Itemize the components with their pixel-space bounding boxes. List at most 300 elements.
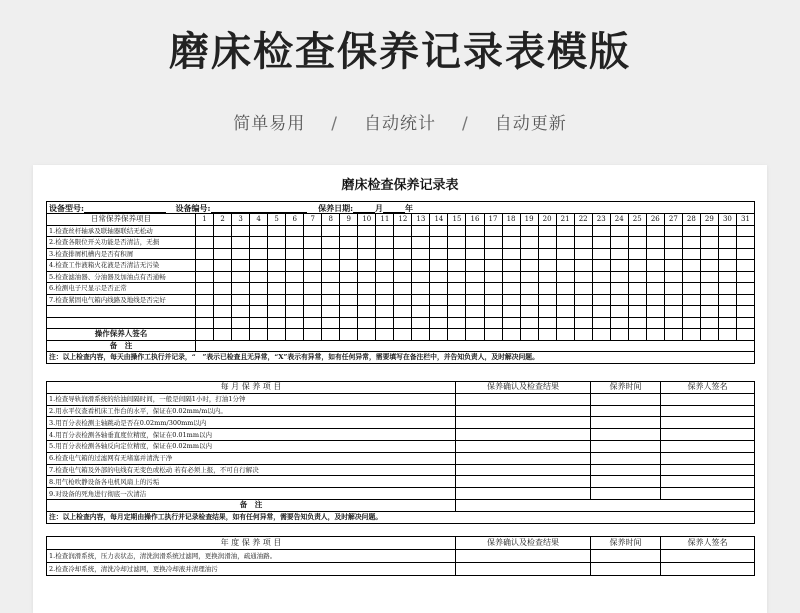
daily-check-cell[interactable] xyxy=(682,248,700,260)
monthly-time-cell[interactable] xyxy=(591,440,661,452)
daily-check-cell[interactable] xyxy=(412,306,430,318)
signature-cell[interactable] xyxy=(196,329,214,341)
daily-check-cell[interactable] xyxy=(376,225,394,237)
daily-check-cell[interactable] xyxy=(196,294,214,306)
monthly-result-cell[interactable] xyxy=(456,405,591,417)
daily-check-cell[interactable] xyxy=(448,271,466,283)
daily-check-cell[interactable] xyxy=(592,317,610,329)
daily-check-cell[interactable] xyxy=(322,283,340,295)
daily-check-cell[interactable] xyxy=(646,271,664,283)
signature-cell[interactable] xyxy=(646,329,664,341)
daily-check-cell[interactable] xyxy=(376,294,394,306)
signature-cell[interactable] xyxy=(682,329,700,341)
signature-cell[interactable] xyxy=(448,329,466,341)
daily-check-cell[interactable] xyxy=(574,271,592,283)
daily-check-cell[interactable] xyxy=(214,237,232,249)
daily-check-cell[interactable] xyxy=(214,260,232,272)
monthly-signer-cell[interactable] xyxy=(661,429,755,441)
daily-check-cell[interactable] xyxy=(196,306,214,318)
daily-check-cell[interactable] xyxy=(610,294,628,306)
year-field[interactable] xyxy=(383,204,405,213)
daily-check-cell[interactable] xyxy=(556,248,574,260)
daily-check-cell[interactable] xyxy=(268,271,286,283)
signature-cell[interactable] xyxy=(502,329,520,341)
daily-check-cell[interactable] xyxy=(736,260,754,272)
daily-check-cell[interactable] xyxy=(538,260,556,272)
daily-check-cell[interactable] xyxy=(718,306,736,318)
daily-check-cell[interactable] xyxy=(520,260,538,272)
daily-check-cell[interactable] xyxy=(610,306,628,318)
daily-check-cell[interactable] xyxy=(718,237,736,249)
daily-check-cell[interactable] xyxy=(610,237,628,249)
daily-check-cell[interactable] xyxy=(628,260,646,272)
daily-check-cell[interactable] xyxy=(646,237,664,249)
daily-check-cell[interactable] xyxy=(592,283,610,295)
daily-check-cell[interactable] xyxy=(574,294,592,306)
daily-check-cell[interactable] xyxy=(412,283,430,295)
daily-check-cell[interactable] xyxy=(520,306,538,318)
signature-cell[interactable] xyxy=(610,329,628,341)
signature-cell[interactable] xyxy=(232,329,250,341)
daily-check-cell[interactable] xyxy=(610,283,628,295)
daily-check-cell[interactable] xyxy=(664,225,682,237)
daily-check-cell[interactable] xyxy=(358,260,376,272)
daily-check-cell[interactable] xyxy=(502,283,520,295)
daily-check-cell[interactable] xyxy=(268,237,286,249)
daily-check-cell[interactable] xyxy=(646,283,664,295)
daily-check-cell[interactable] xyxy=(484,317,502,329)
daily-check-cell[interactable] xyxy=(664,317,682,329)
daily-check-cell[interactable] xyxy=(304,260,322,272)
daily-check-cell[interactable] xyxy=(574,237,592,249)
daily-check-cell[interactable] xyxy=(484,248,502,260)
yearly-time-cell[interactable] xyxy=(591,563,661,576)
daily-check-cell[interactable] xyxy=(214,306,232,318)
daily-check-cell[interactable] xyxy=(610,260,628,272)
daily-check-cell[interactable] xyxy=(700,237,718,249)
daily-check-cell[interactable] xyxy=(556,225,574,237)
daily-check-cell[interactable] xyxy=(484,283,502,295)
daily-check-cell[interactable] xyxy=(556,283,574,295)
monthly-signer-cell[interactable] xyxy=(661,417,755,429)
daily-check-cell[interactable] xyxy=(214,248,232,260)
daily-check-cell[interactable] xyxy=(538,317,556,329)
daily-check-cell[interactable] xyxy=(286,248,304,260)
daily-check-cell[interactable] xyxy=(718,294,736,306)
daily-check-cell[interactable] xyxy=(304,225,322,237)
daily-check-cell[interactable] xyxy=(664,248,682,260)
daily-check-cell[interactable] xyxy=(214,225,232,237)
daily-check-cell[interactable] xyxy=(628,306,646,318)
daily-check-cell[interactable] xyxy=(322,294,340,306)
daily-check-cell[interactable] xyxy=(574,317,592,329)
daily-check-cell[interactable] xyxy=(322,306,340,318)
daily-check-cell[interactable] xyxy=(250,237,268,249)
daily-check-cell[interactable] xyxy=(538,306,556,318)
signature-cell[interactable] xyxy=(286,329,304,341)
device-model-field[interactable] xyxy=(84,204,166,213)
daily-check-cell[interactable] xyxy=(736,317,754,329)
daily-check-cell[interactable] xyxy=(412,317,430,329)
daily-check-cell[interactable] xyxy=(268,260,286,272)
daily-check-cell[interactable] xyxy=(682,225,700,237)
daily-check-cell[interactable] xyxy=(250,271,268,283)
daily-check-cell[interactable] xyxy=(628,248,646,260)
daily-check-cell[interactable] xyxy=(736,306,754,318)
daily-check-cell[interactable] xyxy=(376,317,394,329)
daily-check-cell[interactable] xyxy=(430,271,448,283)
daily-check-cell[interactable] xyxy=(304,294,322,306)
daily-check-cell[interactable] xyxy=(394,283,412,295)
daily-check-cell[interactable] xyxy=(736,225,754,237)
signature-cell[interactable] xyxy=(304,329,322,341)
daily-check-cell[interactable] xyxy=(574,283,592,295)
daily-check-cell[interactable] xyxy=(538,237,556,249)
daily-check-cell[interactable] xyxy=(556,260,574,272)
daily-check-cell[interactable] xyxy=(214,294,232,306)
daily-check-cell[interactable] xyxy=(214,283,232,295)
daily-check-cell[interactable] xyxy=(664,294,682,306)
signature-cell[interactable] xyxy=(214,329,232,341)
daily-check-cell[interactable] xyxy=(376,283,394,295)
daily-check-cell[interactable] xyxy=(214,317,232,329)
monthly-time-cell[interactable] xyxy=(591,452,661,464)
daily-check-cell[interactable] xyxy=(718,283,736,295)
daily-check-cell[interactable] xyxy=(682,306,700,318)
daily-check-cell[interactable] xyxy=(430,260,448,272)
daily-check-cell[interactable] xyxy=(664,271,682,283)
daily-check-cell[interactable] xyxy=(358,294,376,306)
daily-check-cell[interactable] xyxy=(376,271,394,283)
daily-check-cell[interactable] xyxy=(448,294,466,306)
daily-check-cell[interactable] xyxy=(502,306,520,318)
daily-check-cell[interactable] xyxy=(448,283,466,295)
daily-check-cell[interactable] xyxy=(628,317,646,329)
daily-check-cell[interactable] xyxy=(718,317,736,329)
daily-check-cell[interactable] xyxy=(340,283,358,295)
daily-check-cell[interactable] xyxy=(196,260,214,272)
daily-check-cell[interactable] xyxy=(322,260,340,272)
daily-check-cell[interactable] xyxy=(592,237,610,249)
daily-check-cell[interactable] xyxy=(340,271,358,283)
daily-check-cell[interactable] xyxy=(196,248,214,260)
daily-check-cell[interactable] xyxy=(394,271,412,283)
daily-check-cell[interactable] xyxy=(340,306,358,318)
daily-check-cell[interactable] xyxy=(340,225,358,237)
daily-check-cell[interactable] xyxy=(484,271,502,283)
daily-check-cell[interactable] xyxy=(286,294,304,306)
daily-check-cell[interactable] xyxy=(574,225,592,237)
daily-check-cell[interactable] xyxy=(448,260,466,272)
monthly-time-cell[interactable] xyxy=(591,405,661,417)
daily-check-cell[interactable] xyxy=(520,225,538,237)
daily-check-cell[interactable] xyxy=(700,248,718,260)
monthly-time-cell[interactable] xyxy=(591,488,661,500)
daily-check-cell[interactable] xyxy=(700,294,718,306)
daily-check-cell[interactable] xyxy=(484,294,502,306)
daily-check-cell[interactable] xyxy=(376,248,394,260)
daily-check-cell[interactable] xyxy=(232,317,250,329)
daily-check-cell[interactable] xyxy=(610,248,628,260)
daily-check-cell[interactable] xyxy=(574,248,592,260)
daily-check-cell[interactable] xyxy=(682,271,700,283)
daily-check-cell[interactable] xyxy=(682,294,700,306)
daily-check-cell[interactable] xyxy=(502,260,520,272)
signature-cell[interactable] xyxy=(394,329,412,341)
daily-check-cell[interactable] xyxy=(232,283,250,295)
daily-check-cell[interactable] xyxy=(682,260,700,272)
daily-check-cell[interactable] xyxy=(736,294,754,306)
signature-cell[interactable] xyxy=(556,329,574,341)
monthly-time-cell[interactable] xyxy=(591,417,661,429)
daily-check-cell[interactable] xyxy=(430,237,448,249)
daily-check-cell[interactable] xyxy=(286,225,304,237)
signature-cell[interactable] xyxy=(430,329,448,341)
daily-check-cell[interactable] xyxy=(340,317,358,329)
daily-check-cell[interactable] xyxy=(700,306,718,318)
monthly-signer-cell[interactable] xyxy=(661,488,755,500)
remark-cell[interactable] xyxy=(196,340,755,352)
daily-check-cell[interactable] xyxy=(322,248,340,260)
daily-check-cell[interactable] xyxy=(340,248,358,260)
daily-check-cell[interactable] xyxy=(646,317,664,329)
daily-check-cell[interactable] xyxy=(538,225,556,237)
signature-cell[interactable] xyxy=(358,329,376,341)
daily-check-cell[interactable] xyxy=(232,237,250,249)
daily-check-cell[interactable] xyxy=(718,271,736,283)
daily-check-cell[interactable] xyxy=(610,317,628,329)
daily-check-cell[interactable] xyxy=(286,306,304,318)
daily-check-cell[interactable] xyxy=(430,294,448,306)
daily-check-cell[interactable] xyxy=(268,225,286,237)
daily-check-cell[interactable] xyxy=(340,294,358,306)
daily-check-cell[interactable] xyxy=(412,271,430,283)
signature-cell[interactable] xyxy=(664,329,682,341)
daily-check-cell[interactable] xyxy=(736,283,754,295)
monthly-signer-cell[interactable] xyxy=(661,452,755,464)
daily-check-cell[interactable] xyxy=(286,271,304,283)
daily-check-cell[interactable] xyxy=(268,283,286,295)
daily-check-cell[interactable] xyxy=(520,317,538,329)
daily-check-cell[interactable] xyxy=(520,283,538,295)
daily-check-cell[interactable] xyxy=(574,306,592,318)
daily-check-cell[interactable] xyxy=(232,294,250,306)
daily-check-cell[interactable] xyxy=(682,283,700,295)
daily-check-cell[interactable] xyxy=(700,260,718,272)
daily-check-cell[interactable] xyxy=(502,317,520,329)
daily-check-cell[interactable] xyxy=(556,317,574,329)
daily-check-cell[interactable] xyxy=(304,237,322,249)
yearly-time-cell[interactable] xyxy=(591,550,661,563)
daily-check-cell[interactable] xyxy=(322,317,340,329)
daily-check-cell[interactable] xyxy=(358,306,376,318)
daily-check-cell[interactable] xyxy=(304,271,322,283)
daily-check-cell[interactable] xyxy=(448,306,466,318)
daily-check-cell[interactable] xyxy=(538,283,556,295)
signature-cell[interactable] xyxy=(718,329,736,341)
daily-check-cell[interactable] xyxy=(502,248,520,260)
daily-check-cell[interactable] xyxy=(520,271,538,283)
daily-check-cell[interactable] xyxy=(196,225,214,237)
daily-check-cell[interactable] xyxy=(718,260,736,272)
daily-check-cell[interactable] xyxy=(628,271,646,283)
daily-check-cell[interactable] xyxy=(484,225,502,237)
daily-check-cell[interactable] xyxy=(628,237,646,249)
daily-check-cell[interactable] xyxy=(700,225,718,237)
daily-check-cell[interactable] xyxy=(358,225,376,237)
daily-check-cell[interactable] xyxy=(376,260,394,272)
daily-check-cell[interactable] xyxy=(448,317,466,329)
daily-check-cell[interactable] xyxy=(304,283,322,295)
daily-check-cell[interactable] xyxy=(664,237,682,249)
daily-check-cell[interactable] xyxy=(394,225,412,237)
daily-check-cell[interactable] xyxy=(538,294,556,306)
daily-check-cell[interactable] xyxy=(682,317,700,329)
daily-check-cell[interactable] xyxy=(340,237,358,249)
daily-check-cell[interactable] xyxy=(448,237,466,249)
daily-check-cell[interactable] xyxy=(250,283,268,295)
daily-check-cell[interactable] xyxy=(214,271,232,283)
daily-check-cell[interactable] xyxy=(322,271,340,283)
daily-check-cell[interactable] xyxy=(250,225,268,237)
daily-check-cell[interactable] xyxy=(628,225,646,237)
daily-check-cell[interactable] xyxy=(502,271,520,283)
month-field[interactable] xyxy=(353,204,375,213)
daily-check-cell[interactable] xyxy=(412,248,430,260)
daily-check-cell[interactable] xyxy=(268,317,286,329)
daily-check-cell[interactable] xyxy=(592,248,610,260)
daily-check-cell[interactable] xyxy=(502,237,520,249)
daily-check-cell[interactable] xyxy=(394,260,412,272)
signature-cell[interactable] xyxy=(484,329,502,341)
daily-check-cell[interactable] xyxy=(430,248,448,260)
daily-check-cell[interactable] xyxy=(592,294,610,306)
daily-check-cell[interactable] xyxy=(682,237,700,249)
daily-check-cell[interactable] xyxy=(610,225,628,237)
daily-check-cell[interactable] xyxy=(646,225,664,237)
device-no-field[interactable] xyxy=(211,204,307,213)
daily-check-cell[interactable] xyxy=(250,248,268,260)
daily-check-cell[interactable] xyxy=(466,260,484,272)
daily-check-cell[interactable] xyxy=(322,225,340,237)
daily-check-cell[interactable] xyxy=(412,237,430,249)
signature-cell[interactable] xyxy=(574,329,592,341)
daily-check-cell[interactable] xyxy=(232,248,250,260)
daily-check-cell[interactable] xyxy=(646,306,664,318)
monthly-signer-cell[interactable] xyxy=(661,440,755,452)
daily-check-cell[interactable] xyxy=(232,306,250,318)
signature-cell[interactable] xyxy=(376,329,394,341)
daily-check-cell[interactable] xyxy=(448,225,466,237)
daily-check-cell[interactable] xyxy=(718,225,736,237)
monthly-result-cell[interactable] xyxy=(456,476,591,488)
daily-check-cell[interactable] xyxy=(520,248,538,260)
yearly-signer-cell[interactable] xyxy=(661,550,755,563)
daily-check-cell[interactable] xyxy=(592,260,610,272)
signature-cell[interactable] xyxy=(700,329,718,341)
daily-check-cell[interactable] xyxy=(268,248,286,260)
daily-check-cell[interactable] xyxy=(250,306,268,318)
daily-check-cell[interactable] xyxy=(232,260,250,272)
daily-check-cell[interactable] xyxy=(466,306,484,318)
daily-check-cell[interactable] xyxy=(340,260,358,272)
daily-check-cell[interactable] xyxy=(664,260,682,272)
monthly-signer-cell[interactable] xyxy=(661,393,755,405)
daily-check-cell[interactable] xyxy=(286,237,304,249)
daily-check-cell[interactable] xyxy=(466,248,484,260)
daily-check-cell[interactable] xyxy=(394,306,412,318)
monthly-remark-cell[interactable] xyxy=(456,499,755,511)
daily-check-cell[interactable] xyxy=(430,225,448,237)
daily-check-cell[interactable] xyxy=(286,283,304,295)
monthly-signer-cell[interactable] xyxy=(661,464,755,476)
daily-check-cell[interactable] xyxy=(538,271,556,283)
signature-cell[interactable] xyxy=(466,329,484,341)
daily-check-cell[interactable] xyxy=(628,283,646,295)
daily-check-cell[interactable] xyxy=(196,237,214,249)
daily-check-cell[interactable] xyxy=(268,294,286,306)
signature-cell[interactable] xyxy=(628,329,646,341)
signature-cell[interactable] xyxy=(592,329,610,341)
daily-check-cell[interactable] xyxy=(592,306,610,318)
daily-check-cell[interactable] xyxy=(484,306,502,318)
daily-check-cell[interactable] xyxy=(232,225,250,237)
daily-check-cell[interactable] xyxy=(322,237,340,249)
daily-check-cell[interactable] xyxy=(646,294,664,306)
daily-check-cell[interactable] xyxy=(286,260,304,272)
daily-check-cell[interactable] xyxy=(394,248,412,260)
daily-check-cell[interactable] xyxy=(664,283,682,295)
daily-check-cell[interactable] xyxy=(610,271,628,283)
daily-check-cell[interactable] xyxy=(520,294,538,306)
daily-check-cell[interactable] xyxy=(430,306,448,318)
daily-check-cell[interactable] xyxy=(430,317,448,329)
daily-check-cell[interactable] xyxy=(412,225,430,237)
daily-check-cell[interactable] xyxy=(304,248,322,260)
daily-check-cell[interactable] xyxy=(376,237,394,249)
daily-check-cell[interactable] xyxy=(196,317,214,329)
daily-check-cell[interactable] xyxy=(358,237,376,249)
daily-check-cell[interactable] xyxy=(700,271,718,283)
monthly-result-cell[interactable] xyxy=(456,464,591,476)
monthly-result-cell[interactable] xyxy=(456,440,591,452)
daily-check-cell[interactable] xyxy=(466,317,484,329)
daily-check-cell[interactable] xyxy=(700,317,718,329)
monthly-result-cell[interactable] xyxy=(456,417,591,429)
daily-check-cell[interactable] xyxy=(394,317,412,329)
monthly-signer-cell[interactable] xyxy=(661,476,755,488)
daily-check-cell[interactable] xyxy=(196,283,214,295)
daily-check-cell[interactable] xyxy=(574,260,592,272)
daily-check-cell[interactable] xyxy=(646,260,664,272)
monthly-result-cell[interactable] xyxy=(456,393,591,405)
daily-check-cell[interactable] xyxy=(250,317,268,329)
daily-check-cell[interactable] xyxy=(358,317,376,329)
monthly-signer-cell[interactable] xyxy=(661,405,755,417)
monthly-time-cell[interactable] xyxy=(591,429,661,441)
monthly-result-cell[interactable] xyxy=(456,452,591,464)
monthly-time-cell[interactable] xyxy=(591,393,661,405)
daily-check-cell[interactable] xyxy=(430,283,448,295)
daily-check-cell[interactable] xyxy=(556,237,574,249)
daily-check-cell[interactable] xyxy=(394,294,412,306)
daily-check-cell[interactable] xyxy=(556,294,574,306)
daily-check-cell[interactable] xyxy=(736,248,754,260)
daily-check-cell[interactable] xyxy=(484,260,502,272)
daily-check-cell[interactable] xyxy=(232,271,250,283)
daily-check-cell[interactable] xyxy=(286,317,304,329)
monthly-result-cell[interactable] xyxy=(456,488,591,500)
